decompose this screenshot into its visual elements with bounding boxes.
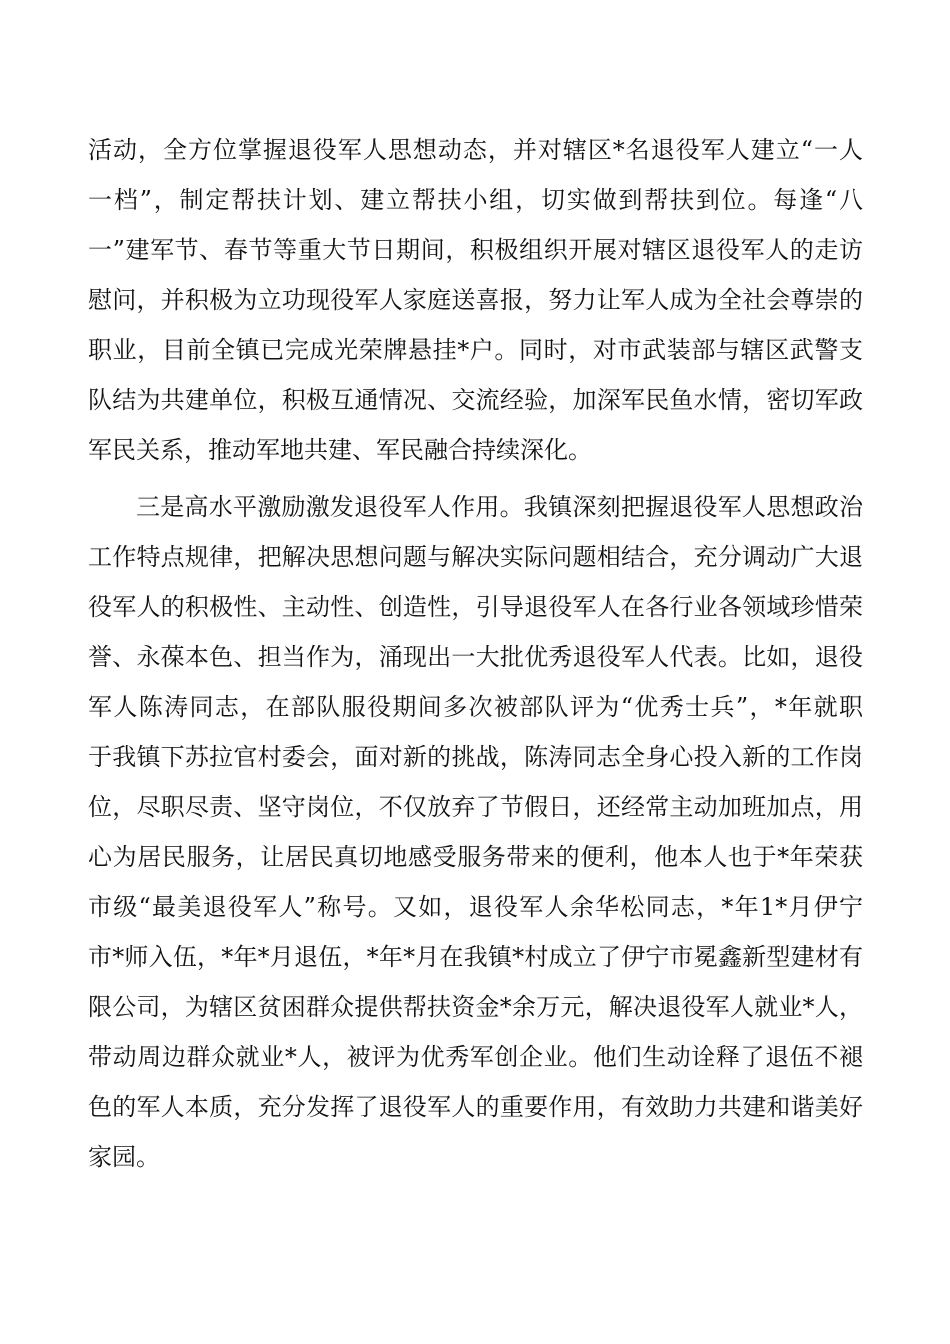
- text-line-9: 工作特点规律，把解决思想问题与解决实际问题相结合，充分调动广大退: [88, 543, 863, 571]
- paragraph-heading-line: 三是高水平激励激发退役军人作用。我镇深刻把握退役军人思想政治: [136, 493, 863, 521]
- text-line-16: 市级“最美退役军人”称号。又如，退役军人余华松同志，*年1*月伊宁: [88, 893, 863, 921]
- text-line-15: 心为居民服务，让居民真切地感受服务带来的便利，他本人也于*年荣获: [88, 843, 863, 871]
- text-line-6: 队结为共建单位，积极互通情况、交流经验，加深军民鱼水情，密切军政: [88, 386, 863, 414]
- text-line-21: 家园。: [88, 1143, 160, 1171]
- text-line-12: 军人陈涛同志，在部队服役期间多次被部队评为“优秀士兵”，*年就职: [88, 693, 863, 721]
- text-line-20: 色的军人本质，充分发挥了退役军人的重要作用，有效助力共建和谐美好: [88, 1093, 863, 1121]
- text-line-7: 军民关系，推动军地共建、军民融合持续深化。: [88, 436, 592, 464]
- text-line-17: 市*师入伍，*年*月退伍，*年*月在我镇*村成立了伊宁市冕鑫新型建材有: [88, 943, 863, 971]
- text-line-11: 誉、永葆本色、担当作为，涌现出一大批优秀退役军人代表。比如，退役: [88, 643, 863, 671]
- text-line-19: 带动周边群众就业*人，被评为优秀军创企业。他们生动诠释了退伍不褪: [88, 1043, 863, 1071]
- text-line-1: 活动，全方位掌握退役军人思想动态，并对辖区*名退役军人建立“一人: [88, 136, 863, 164]
- text-line-3: 一”建军节、春节等重大节日期间，积极组织开展对辖区退役军人的走访: [88, 236, 863, 264]
- text-line-18: 限公司，为辖区贫困群众提供帮扶资金*余万元，解决退役军人就业*人，: [88, 993, 863, 1021]
- text-line-14: 位，尽职尽责、坚守岗位，不仅放弃了节假日，还经常主动加班加点，用: [88, 793, 863, 821]
- text-line-5: 职业，目前全镇已完成光荣牌悬挂*户。同时，对市武装部与辖区武警支: [88, 336, 863, 364]
- text-line-13: 于我镇下苏拉官村委会，面对新的挑战，陈涛同志全身心投入新的工作岗: [88, 743, 863, 771]
- text-line-2: 一档”，制定帮扶计划、建立帮扶小组，切实做到帮扶到位。每逢“八: [88, 186, 863, 214]
- text-line-10: 役军人的积极性、主动性、创造性，引导退役军人在各行业各领域珍惜荣: [88, 593, 863, 621]
- text-line-4: 慰问，并积极为立功现役军人家庭送喜报，努力让军人成为全社会尊崇的: [88, 286, 863, 314]
